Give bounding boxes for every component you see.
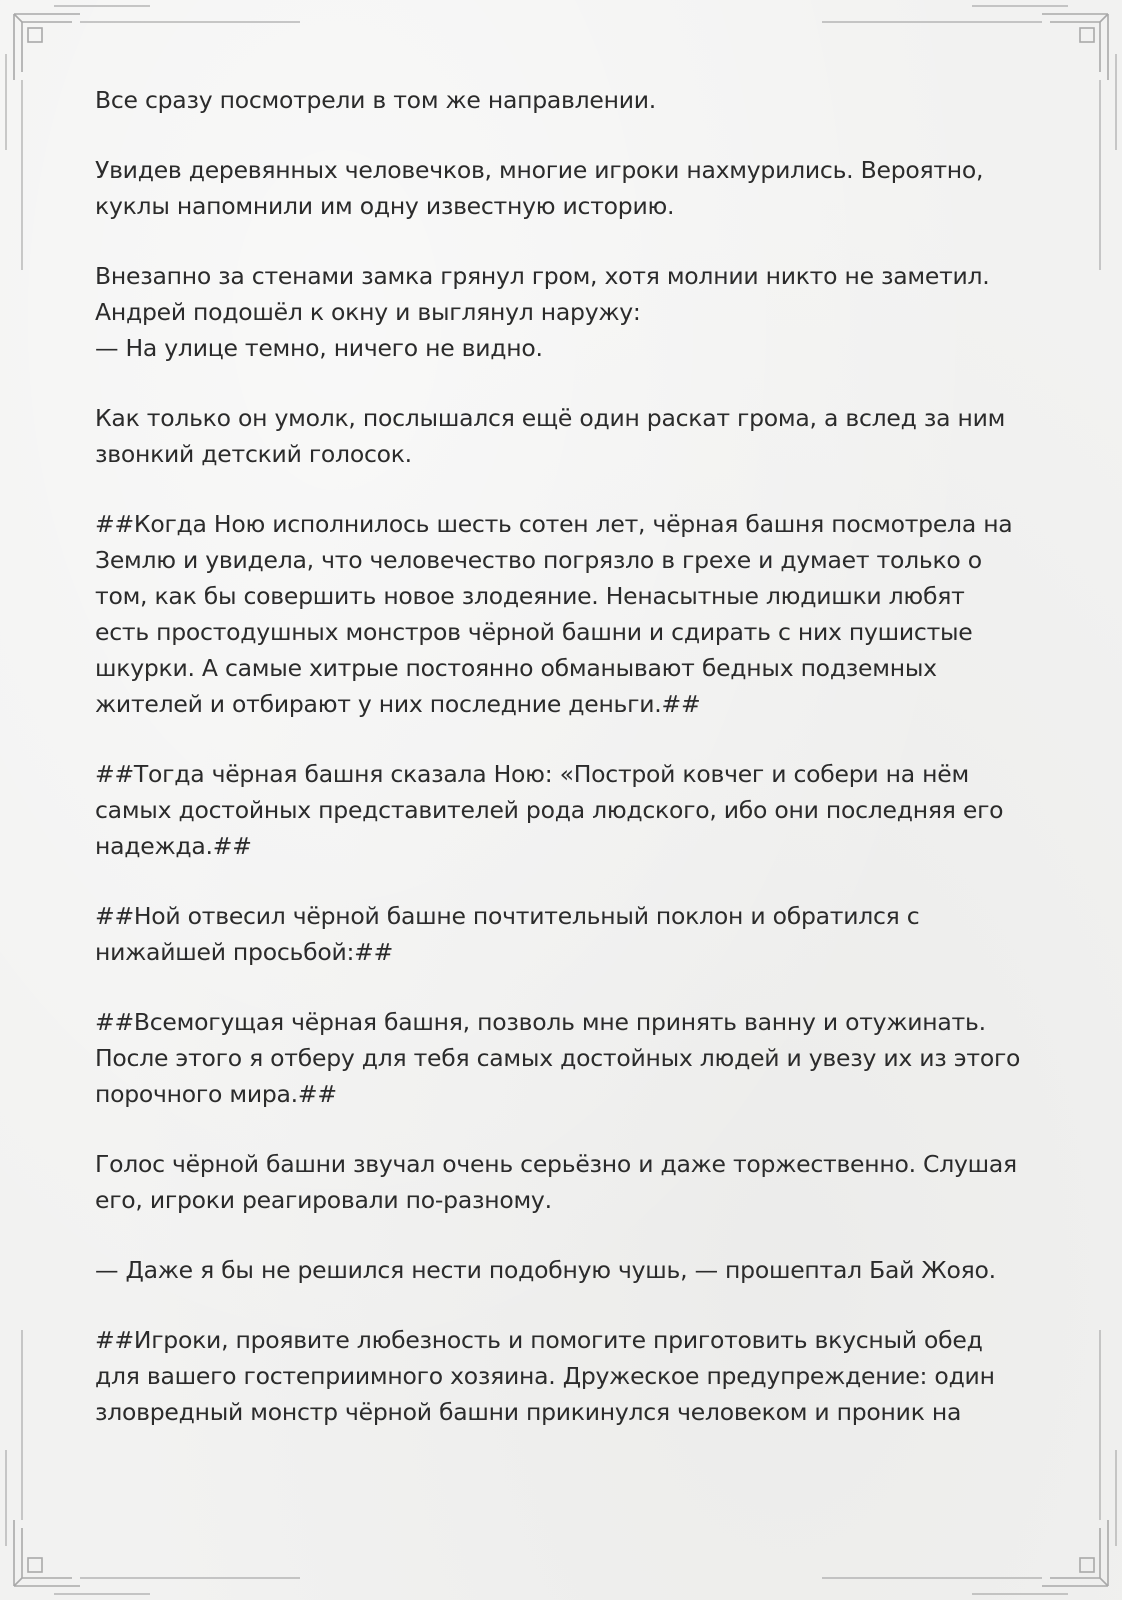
text-line: ##Тогда чёрная башня сказала Ною: «Построй ковчег и собери на нём — [95, 760, 969, 788]
text-line: Как только он умолк, послышался ещё один раскат грома, а вслед за ним — [95, 404, 1006, 432]
text-line: Внезапно за стенами замка грянул гром, хотя молнии никто не заметил. — [95, 262, 990, 290]
text-line: После этого я отберу для тебя самых достойных людей и увезу их из этого — [95, 1044, 1021, 1072]
paragraph — [95, 756, 1035, 864]
text-line: Увидев деревянных человечков, многие игроки нахмурились. Вероятно, — [95, 156, 984, 184]
text-line: ##Ной отвесил чёрной башне почтительный поклон и обратился с — [95, 902, 920, 930]
text-line: его, игроки реагировали по-разному. — [95, 1186, 552, 1214]
text-line: Землю и увидела, что человечество погрязло в грехе и думает только о — [95, 546, 982, 574]
text-line: зловредный монстр чёрной башни прикинулся человеком и проник на — [95, 1398, 962, 1426]
paragraph — [95, 1004, 1035, 1112]
text-line: — На улице темно, ничего не видно. — [95, 334, 543, 362]
text-line: порочного мира.## — [95, 1080, 337, 1108]
paragraph — [95, 82, 1035, 118]
text-line: звонкий детский голосок. — [95, 440, 412, 468]
text-line: шкурки. А самые хитрые постоянно обманывают бедных подземных — [95, 654, 937, 682]
document-body — [95, 82, 1035, 1464]
paragraph — [95, 1146, 1035, 1218]
text-line: ##Всемогущая чёрная башня, позволь мне принять ванну и отужинать. — [95, 1008, 986, 1036]
text-line: ##Когда Ною исполнилось шесть сотен лет, чёрная башня посмотрела на — [95, 510, 1013, 538]
paragraph — [95, 258, 1035, 366]
paragraph — [95, 1252, 1035, 1288]
text-line: том, как бы совершить новое злодеяние. Ненасытные людишки любят — [95, 582, 965, 610]
paragraph — [95, 506, 1035, 722]
text-line: Андрей подошёл к окну и выглянул наружу: — [95, 298, 641, 326]
text-line: Голос чёрной башни звучал очень серьёзно и даже торжественно. Слушая — [95, 1150, 1017, 1178]
text-line: нижайшей просьбой:## — [95, 938, 394, 966]
paragraph — [95, 1322, 1035, 1430]
text-line: куклы напомнили им одну известную историю. — [95, 192, 675, 220]
text-line: Все сразу посмотрели в том же направлении. — [95, 86, 657, 114]
text-line: ##Игроки, проявите любезность и помогите приготовить вкусный обед — [95, 1326, 983, 1354]
paragraph — [95, 400, 1035, 472]
text-line: жителей и отбирают у них последние деньги.## — [95, 690, 701, 718]
text-line: — Даже я бы не решился нести подобную чушь, — прошептал Бай Жояо. — [95, 1256, 996, 1284]
text-line: для вашего гостеприимного хозяина. Дружеское предупреждение: один — [95, 1362, 995, 1390]
text-line: самых достойных представителей рода людского, ибо они последняя его — [95, 796, 1004, 824]
paragraph — [95, 152, 1035, 224]
text-line: надежда.## — [95, 832, 252, 860]
text-line: есть простодушных монстров чёрной башни и сдирать с них пушистые — [95, 618, 973, 646]
paragraph — [95, 898, 1035, 970]
